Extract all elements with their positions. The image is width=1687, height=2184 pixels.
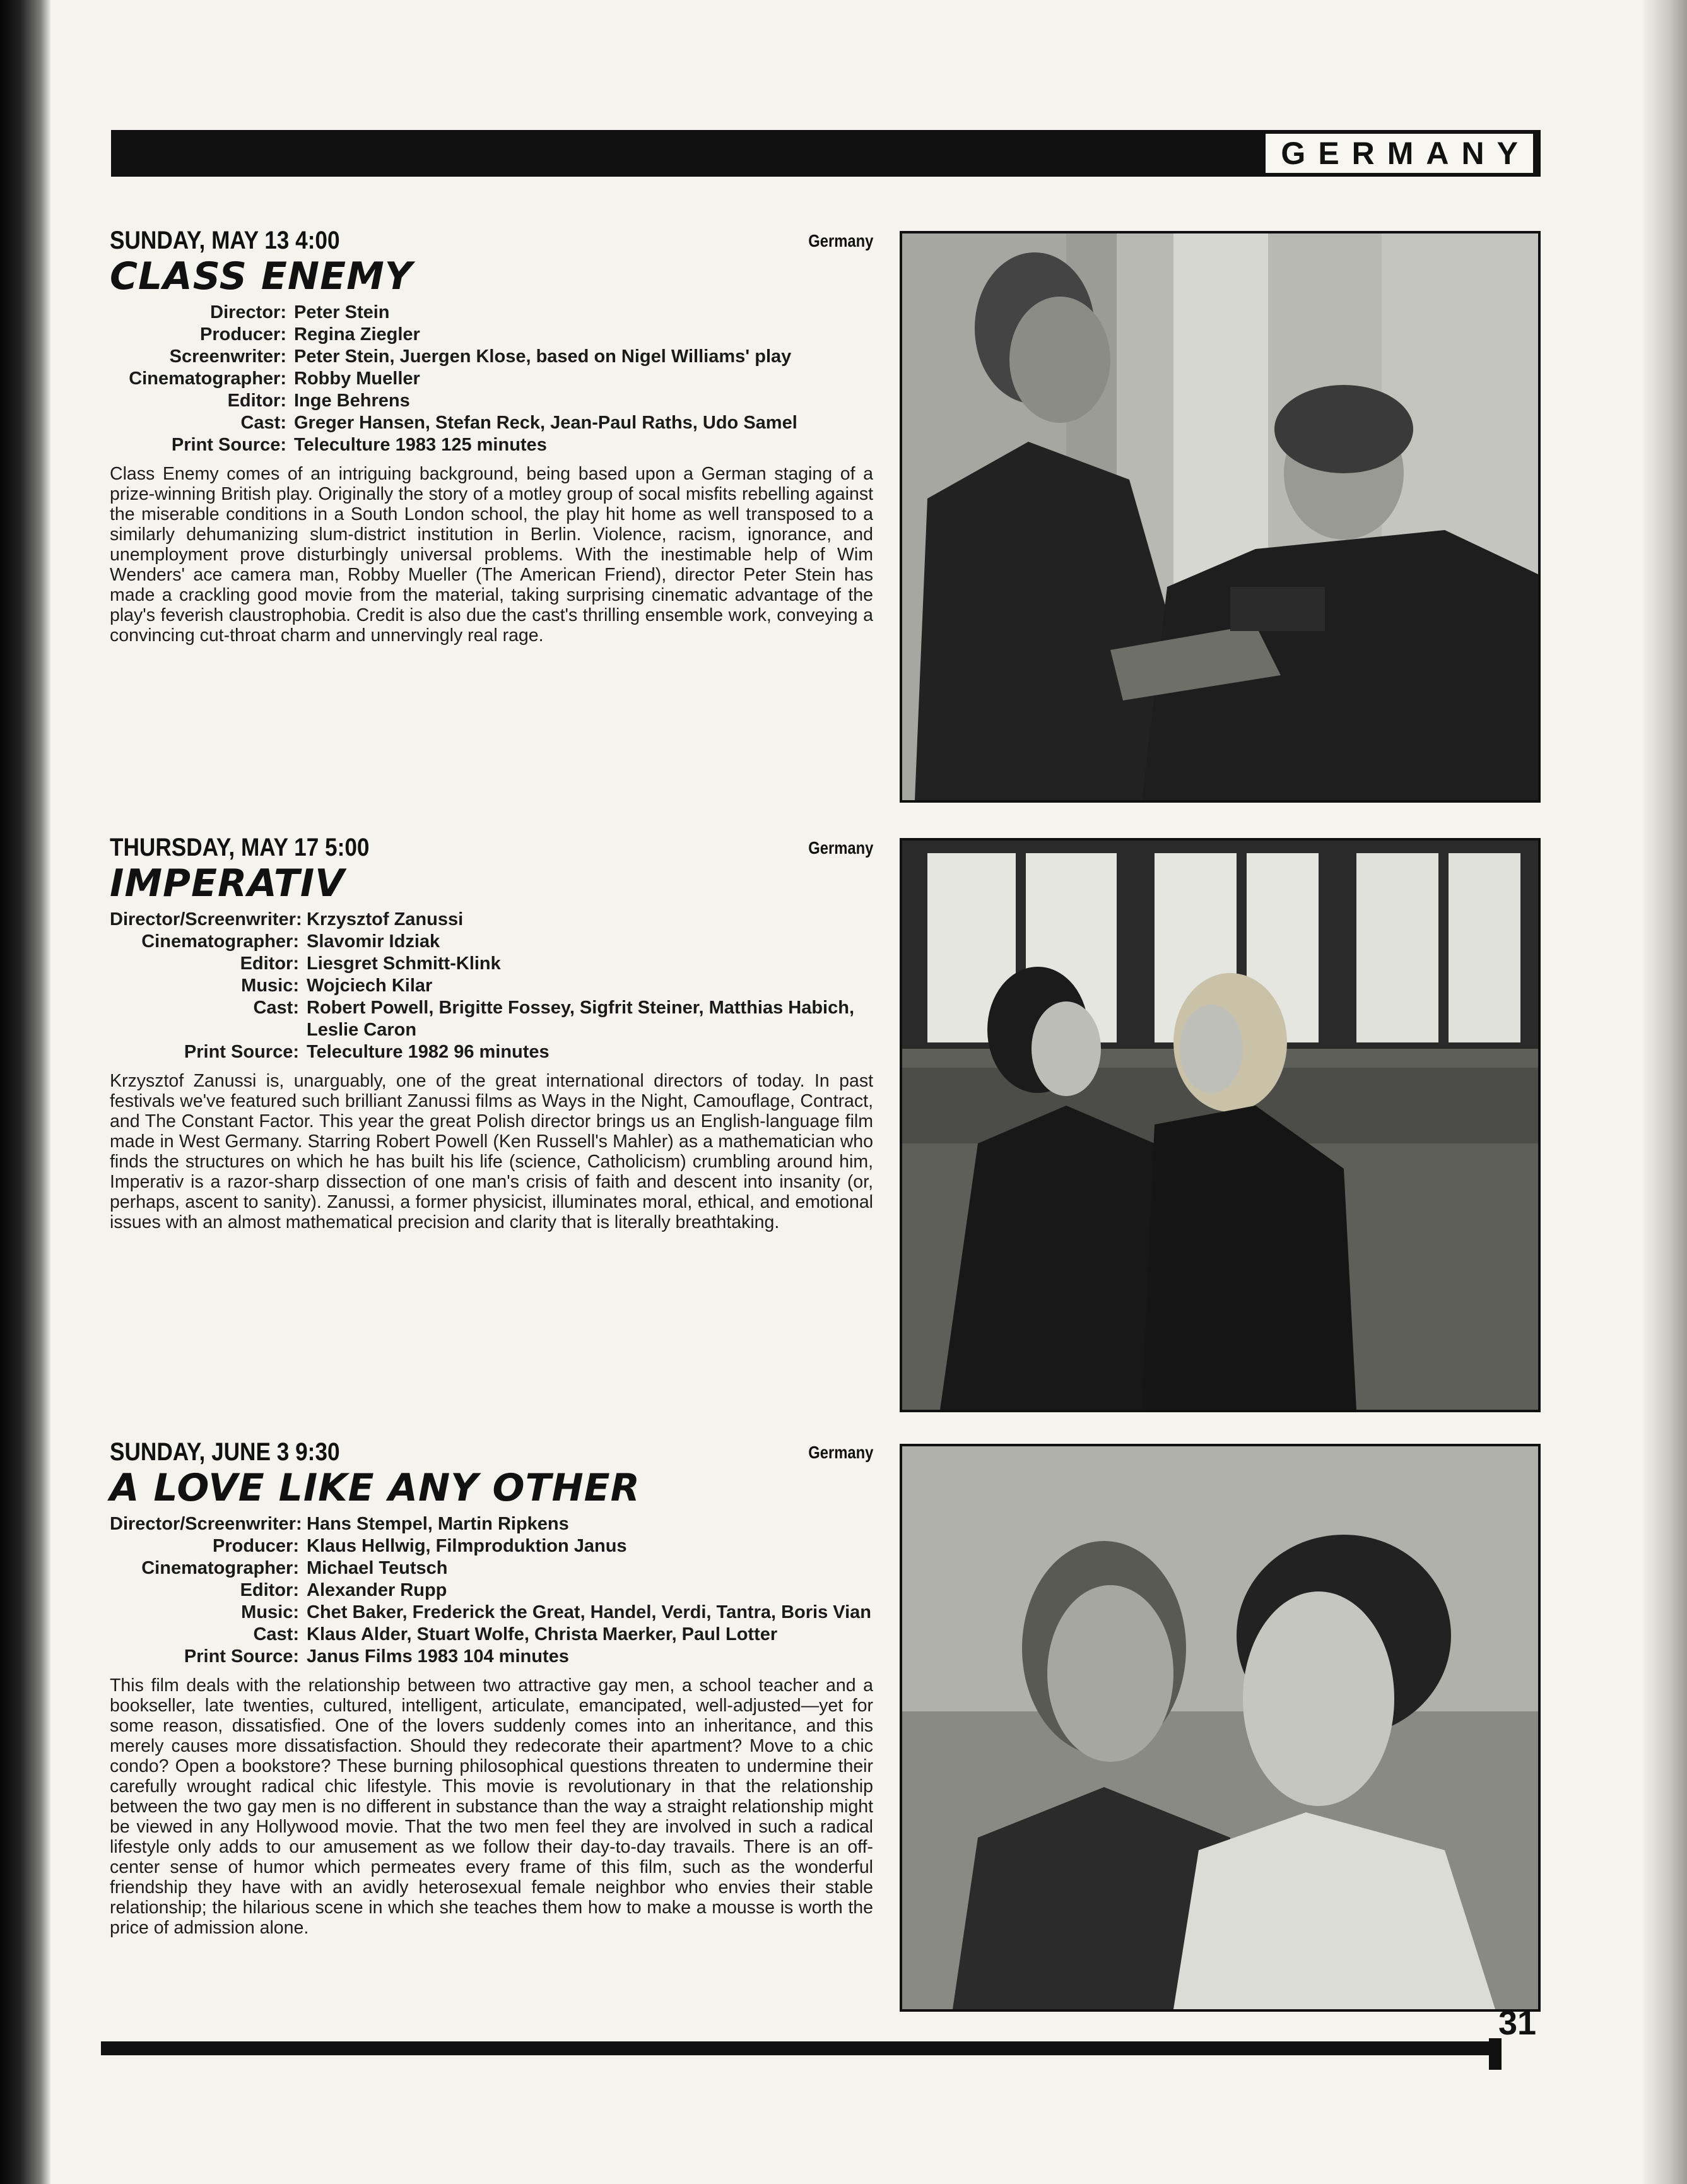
page-number: 31 [1498,2004,1537,2042]
credit-value: Liesgret Schmitt-Klink [307,953,501,974]
credit-value: Greger Hansen, Stefan Reck, Jean-Paul Raths, Udo Samel [294,413,797,433]
film-description: Class Enemy comes of an intriguing background, being based upon a German staging of a prize-winning British play. Originally the story of a motley group of socal misfits rebelling against the miserable conditions in a South London school, the play hit home as well transposed to a similarly dehumanizing slum-district institution in Berlin. Violence, racism, ignorance, and unemployment prove disturbingly universal problems. With the inestimable help of Wim Wenders' ace camera man, Robby Mueller (The American Friend), director Peter Stein has made a crackling good movie from the material, taking surprising cinematic advantage of the play's feverish claustrophobia. Credit is also due the cast's thrilling ensemble work, conveying a convincing cut-throat charm and unnervingly real rage. [110,464,873,646]
country-label: Germany [808,838,873,858]
screening-date: SUNDAY, JUNE 3 9:30 [110,1438,340,1466]
credit-label: Cinematographer: [129,369,286,389]
credit-value: Michael Teutsch [307,1558,448,1578]
credit-label: Cast: [253,1624,299,1644]
credit-label: Producer: [200,324,286,345]
country-label: Germany [808,1443,873,1462]
footer-rule-end [1489,2038,1502,2070]
credit-value: Alexander Rupp [307,1580,447,1600]
credit-label: Print Source: [184,1042,299,1062]
credit-value: Klaus Alder, Stuart Wolfe, Christa Maerker, Paul Lotter [307,1624,778,1644]
credits-list [110,302,873,456]
credit-value: Teleculture 1983 125 minutes [294,435,547,455]
section-header-label: GERMANY [1266,134,1533,173]
film-still-class-enemy [900,231,1541,803]
film-title: IMPERATIV [110,861,345,906]
film-still-imperativ [900,838,1541,1412]
page-edge [1643,0,1687,2184]
credit-label: Director/Screenwriter: [110,1514,302,1534]
credit-value: Wojciech Kilar [307,976,433,996]
credit-value: Chet Baker, Frederick the Great, Handel, Verdi, Tantra, Boris Vian [307,1602,872,1622]
credit-value: Peter Stein [294,302,390,322]
film-entry-class-enemy [110,226,873,646]
credit-value: Inge Behrens [294,391,410,411]
credit-label: Music: [241,976,299,996]
credit-label: Producer: [213,1536,299,1556]
credit-label: Director/Screenwriter: [110,909,302,930]
film-title: CLASS ENEMY [110,254,413,298]
credit-label: Cinematographer: [141,1558,299,1578]
credits-list [110,909,873,1063]
credit-label: Editor: [240,953,299,974]
credits-list [110,1513,873,1668]
credit-value: Robby Mueller [294,369,420,389]
credit-value: Teleculture 1982 96 minutes [307,1042,550,1062]
screening-date: THURSDAY, MAY 17 5:00 [110,834,370,861]
credit-value: Robert Powell, Brigitte Fossey, Sigfrit Steiner, Matthias Habich, Leslie Caron [307,998,855,1040]
credit-label: Editor: [240,1580,299,1600]
credit-label: Print Source: [184,1646,299,1667]
credit-value: Klaus Hellwig, Filmproduktion Janus [307,1536,627,1556]
screening-date: SUNDAY, MAY 13 4:00 [110,227,340,254]
footer-rule [101,2041,1489,2055]
film-still-a-love-like-any-other [900,1444,1541,2012]
credit-label: Cast: [240,413,286,433]
film-description: Krzysztof Zanussi is, unarguably, one of the great international directors of today. In past festivals we've featured such brilliant Zanussi films as Ways in the Night, Camouflage, Contract, and The Constant Factor. This year the great Polish director brings us an English-language film made in West Germany. Starring Robert Powell (Ken Russell's Mahler) as a mathematician who finds the structures on which he has built his life (science, Catholicism) crumbling around him, Imperativ is a razor-sharp dissection of one man's crisis of faith and descent into insanity (or, perhaps, ascent to sanity). Zanussi, a former physicist, illuminates moral, ethical, and emotional issues with an almost mathematical precision and clarity that is literally breathtaking. [110,1071,873,1232]
credit-label: Editor: [227,391,286,411]
credit-value: Slavomir Idziak [307,931,440,952]
credit-label: Music: [241,1602,299,1622]
book-binding [0,0,50,2184]
film-description: This film deals with the relationship between two attractive gay men, a school teacher and a bookseller, late twenties, cultured, intelligent, articulate, emancipated, well-adjusted—yet for some reason, dissatisfied. One of the lovers suddenly comes into an inheritance, and this merely causes more dissatisfaction. Should they redecorate their apartment? Move to a chic condo? Open a bookstore? These burning philosophical questions threaten to undermine their carefully wrought radical chic lifestyle. This movie is revolutionary in that the relationship between the two gay men is no different in substance than the way a straight relationship might be viewed in any Hollywood movie. That the two men feel they are involved in such a radical lifestyle only adds to our amusement as we follow their day-to-day travails. There is an off-center sense of humor which permeates every frame of this film, such as the wonderful friendship they have with an avidly heterosexual female neighbor who envies their stable relationship; the hilarious scene in which she teaches them how to make a mousse is worth the price of admission alone. [110,1675,873,1938]
credit-value: Peter Stein, Juergen Klose, based on Nigel Williams' play [294,346,792,367]
credit-value: Regina Ziegler [294,324,420,345]
country-label: Germany [808,231,873,251]
credit-label: Cast: [253,998,299,1018]
section-header-bar [111,130,1541,177]
credit-value: Hans Stempel, Martin Ripkens [307,1514,569,1534]
film-title: A LOVE LIKE ANY OTHER [110,1466,640,1510]
credit-label: Cinematographer: [141,931,299,952]
credit-label: Screenwriter: [169,346,286,367]
credit-value: Janus Films 1983 104 minutes [307,1646,569,1667]
credit-value: Krzysztof Zanussi [307,909,464,930]
credit-label: Director: [210,302,286,322]
film-entry-a-love-like-any-other [110,1437,873,1938]
film-entry-imperativ [110,833,873,1232]
credit-label: Print Source: [171,435,286,455]
